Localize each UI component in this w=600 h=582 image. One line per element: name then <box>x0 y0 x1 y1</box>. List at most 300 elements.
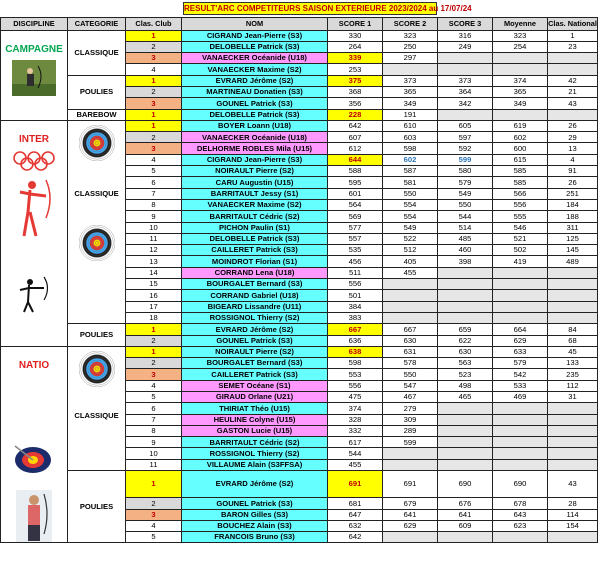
national-rank <box>548 109 598 120</box>
score-2: 603 <box>383 132 438 143</box>
score-2: 581 <box>383 177 438 188</box>
score-3: 599 <box>438 154 493 165</box>
score-2: 549 <box>383 222 438 233</box>
national-rank <box>548 312 598 323</box>
score-1: 642 <box>328 532 383 543</box>
score-2: 309 <box>383 414 438 425</box>
score-2: 554 <box>383 211 438 222</box>
average: 678 <box>493 498 548 509</box>
score-3 <box>438 414 493 425</box>
club-rank: 4 <box>126 380 182 391</box>
score-1: 644 <box>328 154 383 165</box>
national-rank <box>548 279 598 290</box>
average: 600 <box>493 143 548 154</box>
national-rank: 184 <box>548 199 598 210</box>
club-rank: 3 <box>126 143 182 154</box>
club-rank: 4 <box>126 64 182 75</box>
category-classique <box>68 346 126 470</box>
score-1: 636 <box>328 335 383 346</box>
club-rank: 1 <box>126 109 182 120</box>
archer-name: VANAECKER Océanide (U18) <box>182 53 328 64</box>
national-rank <box>548 267 598 278</box>
archer-drawing-icon <box>14 274 54 314</box>
score-3: 550 <box>438 199 493 210</box>
header-clas-club: Clas. Club <box>126 18 182 31</box>
average: 629 <box>493 335 548 346</box>
club-rank: 8 <box>126 425 182 436</box>
discipline-label: CAMPAGNE <box>5 43 63 55</box>
average <box>493 403 548 414</box>
national-rank: 4 <box>548 154 598 165</box>
score-1: 253 <box>328 64 383 75</box>
score-1: 556 <box>328 279 383 290</box>
score-2: 250 <box>383 41 438 52</box>
archer-name: BOURGALET Bernard (S3) <box>182 279 328 290</box>
score-1: 595 <box>328 177 383 188</box>
club-rank: 13 <box>126 256 182 267</box>
national-rank: 26 <box>548 177 598 188</box>
header-score2: SCORE 2 <box>383 18 438 31</box>
score-1: 564 <box>328 199 383 210</box>
club-rank: 3 <box>126 98 182 109</box>
discipline-label: INTER <box>19 133 49 145</box>
archer-name: NOIRAULT Pierre (S2) <box>182 166 328 177</box>
national-rank: 26 <box>548 120 598 131</box>
score-2: 578 <box>383 358 438 369</box>
average: 619 <box>493 120 548 131</box>
archer-name: CAILLERET Patrick (S3) <box>182 245 328 256</box>
archer-name: BIGEARD Lissandre (U11) <box>182 301 328 312</box>
score-1: 691 <box>328 471 383 498</box>
national-rank: 21 <box>548 86 598 97</box>
club-rank: 18 <box>126 312 182 323</box>
club-rank: 5 <box>126 392 182 403</box>
score-1: 632 <box>328 520 383 531</box>
national-rank: 1 <box>548 30 598 41</box>
score-2: 455 <box>383 267 438 278</box>
national-rank: 125 <box>548 233 598 244</box>
score-1: 330 <box>328 30 383 41</box>
average <box>493 448 548 459</box>
category-barebow: BAREBOW <box>68 109 126 120</box>
archer-name: GOUNEL Patrick (S3) <box>182 335 328 346</box>
score-3 <box>438 459 493 470</box>
score-3 <box>438 312 493 323</box>
score-2: 373 <box>383 75 438 86</box>
national-rank <box>548 459 598 470</box>
average: 585 <box>493 177 548 188</box>
archer-name: BARRITAULT Jessy (S1) <box>182 188 328 199</box>
score-2: 550 <box>383 369 438 380</box>
club-rank: 1 <box>126 75 182 86</box>
score-2: 522 <box>383 233 438 244</box>
score-3: 523 <box>438 369 493 380</box>
score-3 <box>438 290 493 301</box>
average: 690 <box>493 471 548 498</box>
score-1: 535 <box>328 245 383 256</box>
average: 615 <box>493 154 548 165</box>
archer-name: CIGRAND Jean-Pierre (S3) <box>182 154 328 165</box>
score-2: 550 <box>383 188 438 199</box>
average: 419 <box>493 256 548 267</box>
score-1: 607 <box>328 132 383 143</box>
national-rank: 31 <box>548 392 598 403</box>
score-3 <box>438 425 493 436</box>
national-rank: 489 <box>548 256 598 267</box>
club-rank: 3 <box>126 369 182 380</box>
national-rank <box>548 425 598 436</box>
score-3: 373 <box>438 75 493 86</box>
archer-name: VANAECKER Océanide (U18) <box>182 132 328 143</box>
national-rank <box>548 532 598 543</box>
score-1: 556 <box>328 380 383 391</box>
score-1: 328 <box>328 414 383 425</box>
club-rank: 4 <box>126 520 182 531</box>
club-rank: 2 <box>126 358 182 369</box>
discipline-inter <box>1 120 68 346</box>
national-rank <box>548 64 598 75</box>
archer-name: GIRAUD Orlane (U21) <box>182 392 328 403</box>
national-rank: 188 <box>548 211 598 222</box>
score-2 <box>383 459 438 470</box>
national-rank: 84 <box>548 324 598 335</box>
score-1: 264 <box>328 41 383 52</box>
archer-silhouette-icon <box>14 178 54 240</box>
results-table <box>0 17 598 543</box>
national-rank <box>548 403 598 414</box>
archer-name: HEULINE Colyne (U15) <box>182 414 328 425</box>
category-classique <box>68 120 126 323</box>
score-3: 676 <box>438 498 493 509</box>
score-1: 577 <box>328 222 383 233</box>
club-rank: 9 <box>126 211 182 222</box>
national-rank <box>548 53 598 64</box>
score-3 <box>438 279 493 290</box>
category-classique: CLASSIQUE <box>68 30 126 75</box>
club-rank: 1 <box>126 30 182 41</box>
target-icon <box>79 225 115 261</box>
club-rank: 6 <box>126 177 182 188</box>
score-1: 374 <box>328 403 383 414</box>
score-3 <box>438 64 493 75</box>
score-3 <box>438 403 493 414</box>
score-3 <box>438 267 493 278</box>
club-rank: 2 <box>126 498 182 509</box>
club-rank: 2 <box>126 41 182 52</box>
average <box>493 459 548 470</box>
score-1: 588 <box>328 166 383 177</box>
table-row <box>1 346 598 357</box>
score-1: 368 <box>328 86 383 97</box>
average: 623 <box>493 520 548 531</box>
archer-name: MOINDROT Florian (S1) <box>182 256 328 267</box>
header-nom: NOM <box>182 18 328 31</box>
average <box>493 53 548 64</box>
national-rank: 23 <box>548 41 598 52</box>
national-rank: 154 <box>548 520 598 531</box>
average: 556 <box>493 199 548 210</box>
score-1: 332 <box>328 425 383 436</box>
score-1: 601 <box>328 188 383 199</box>
score-1: 511 <box>328 267 383 278</box>
header-categorie: CATEGORIE <box>68 18 126 31</box>
archer-name: MARTINEAU Donatien (S3) <box>182 86 328 97</box>
score-2: 630 <box>383 335 438 346</box>
score-2: 191 <box>383 109 438 120</box>
target-icon <box>79 351 115 387</box>
discipline-campagne <box>1 30 68 120</box>
score-3: 514 <box>438 222 493 233</box>
average <box>493 109 548 120</box>
header-clas-national: Clas. National <box>548 18 598 31</box>
score-2: 547 <box>383 380 438 391</box>
score-3: 592 <box>438 143 493 154</box>
score-1: 638 <box>328 346 383 357</box>
average <box>493 279 548 290</box>
average: 374 <box>493 75 548 86</box>
score-1: 339 <box>328 53 383 64</box>
score-3 <box>438 301 493 312</box>
score-1: 375 <box>328 75 383 86</box>
score-2: 679 <box>383 498 438 509</box>
score-3: 563 <box>438 358 493 369</box>
national-rank: 133 <box>548 358 598 369</box>
club-rank: 8 <box>126 199 182 210</box>
score-2: 467 <box>383 392 438 403</box>
discipline-natio <box>1 346 68 543</box>
score-2: 599 <box>383 437 438 448</box>
club-rank: 14 <box>126 267 182 278</box>
score-2 <box>383 301 438 312</box>
archer-name: GASTON Lucie (U15) <box>182 425 328 436</box>
score-1: 383 <box>328 312 383 323</box>
archer-name: BOURGALET Bernard (S3) <box>182 358 328 369</box>
table-row <box>1 75 598 86</box>
archer-name: BOYER Loann (U18) <box>182 120 328 131</box>
club-rank: 15 <box>126 279 182 290</box>
archer-name: SEMET Océane (S1) <box>182 380 328 391</box>
score-2: 667 <box>383 324 438 335</box>
archer-name: FRANCOIS Bruno (S3) <box>182 532 328 543</box>
score-1: 642 <box>328 120 383 131</box>
national-rank <box>548 437 598 448</box>
average: 579 <box>493 358 548 369</box>
national-rank: 13 <box>548 143 598 154</box>
archer-name: GOUNEL Patrick (S3) <box>182 98 328 109</box>
score-3: 249 <box>438 41 493 52</box>
field-archer-photo <box>12 60 56 96</box>
average: 254 <box>493 41 548 52</box>
national-rank: 29 <box>548 132 598 143</box>
score-2: 602 <box>383 154 438 165</box>
club-rank: 1 <box>126 471 182 498</box>
national-rank <box>548 301 598 312</box>
national-rank <box>548 448 598 459</box>
average: 643 <box>493 509 548 520</box>
table-row <box>1 471 598 498</box>
score-3: 465 <box>438 392 493 403</box>
header-row <box>1 18 598 31</box>
score-1: 647 <box>328 509 383 520</box>
score-3: 549 <box>438 188 493 199</box>
score-1: 569 <box>328 211 383 222</box>
club-rank: 3 <box>126 509 182 520</box>
club-rank: 6 <box>126 403 182 414</box>
table-row <box>1 120 598 131</box>
national-rank: 251 <box>548 188 598 199</box>
score-3 <box>438 448 493 459</box>
national-rank: 28 <box>548 498 598 509</box>
archer-name: BARON Gilles (S3) <box>182 509 328 520</box>
score-3: 398 <box>438 256 493 267</box>
score-1: 544 <box>328 448 383 459</box>
club-rank: 11 <box>126 233 182 244</box>
score-3: 605 <box>438 120 493 131</box>
score-3 <box>438 532 493 543</box>
average <box>493 267 548 278</box>
average <box>493 64 548 75</box>
national-rank: 43 <box>548 471 598 498</box>
header-discipline: DISCIPLINE <box>1 18 68 31</box>
archer-name: DELHORME ROBLES Mila (U15) <box>182 143 328 154</box>
table-row <box>1 324 598 335</box>
score-2: 297 <box>383 53 438 64</box>
score-1: 501 <box>328 290 383 301</box>
table-row <box>1 109 598 120</box>
header-score1: SCORE 1 <box>328 18 383 31</box>
score-2: 691 <box>383 471 438 498</box>
score-1: 356 <box>328 98 383 109</box>
score-3 <box>438 109 493 120</box>
archer-name: CORRAND Gabriel (U18) <box>182 290 328 301</box>
archer-name: EVRARD Jérôme (S2) <box>182 471 328 498</box>
archer-name: BARRITAULT Cédric (S2) <box>182 437 328 448</box>
national-rank: 114 <box>548 509 598 520</box>
club-rank: 1 <box>126 120 182 131</box>
archer-name: ROSSIGNOL Thierry (S2) <box>182 312 328 323</box>
club-rank: 12 <box>126 245 182 256</box>
score-2: 610 <box>383 120 438 131</box>
national-rank <box>548 414 598 425</box>
average: 555 <box>493 211 548 222</box>
score-2: 641 <box>383 509 438 520</box>
archer-name: VANAECKER Maxime (S2) <box>182 199 328 210</box>
score-3: 659 <box>438 324 493 335</box>
archer-name: VILLAUME Alain (S3FFSA) <box>182 459 328 470</box>
average <box>493 532 548 543</box>
national-rank: 43 <box>548 98 598 109</box>
score-3: 622 <box>438 335 493 346</box>
average: 585 <box>493 166 548 177</box>
olympic-rings-icon <box>11 150 57 172</box>
archer-name: BOUCHEZ Alain (S3) <box>182 520 328 531</box>
score-3: 485 <box>438 233 493 244</box>
club-rank: 1 <box>126 324 182 335</box>
archer-name: VANAECKER Maxime (S2) <box>182 64 328 75</box>
score-3: 498 <box>438 380 493 391</box>
club-rank: 7 <box>126 188 182 199</box>
archer-name: PICHON Paulin (S1) <box>182 222 328 233</box>
national-rank: 235 <box>548 369 598 380</box>
score-2: 405 <box>383 256 438 267</box>
header-score3: SCORE 3 <box>438 18 493 31</box>
header-moyenne: Moyenne <box>493 18 548 31</box>
score-1: 612 <box>328 143 383 154</box>
club-rank: 2 <box>126 132 182 143</box>
score-1: 681 <box>328 498 383 509</box>
score-3: 460 <box>438 245 493 256</box>
score-1: 617 <box>328 437 383 448</box>
national-rank: 91 <box>548 166 598 177</box>
score-2 <box>383 448 438 459</box>
female-archer-photo <box>16 490 52 542</box>
average: 533 <box>493 380 548 391</box>
target-icon <box>79 125 115 161</box>
club-rank: 1 <box>126 346 182 357</box>
archer-name: DELOBELLE Patrick (S3) <box>182 109 328 120</box>
score-2 <box>383 312 438 323</box>
score-2: 365 <box>383 86 438 97</box>
average: 602 <box>493 132 548 143</box>
archer-name: CAILLERET Patrick (S3) <box>182 369 328 380</box>
score-3: 641 <box>438 509 493 520</box>
national-rank <box>548 290 598 301</box>
score-2: 323 <box>383 30 438 41</box>
club-rank: 7 <box>126 414 182 425</box>
score-1: 455 <box>328 459 383 470</box>
archer-name: THIRIAT Théo (U15) <box>182 403 328 414</box>
archer-name: GOUNEL Patrick (S3) <box>182 498 328 509</box>
club-rank: 4 <box>126 154 182 165</box>
archer-name: CORRAND Lena (U18) <box>182 267 328 278</box>
average: 566 <box>493 188 548 199</box>
archer-name: EVRARD Jérôme (S2) <box>182 324 328 335</box>
category-poulies: POULIES <box>68 75 126 109</box>
average <box>493 312 548 323</box>
discipline-label: NATIO <box>18 359 50 371</box>
national-rank: 42 <box>548 75 598 86</box>
average <box>493 301 548 312</box>
score-2 <box>383 279 438 290</box>
score-3: 342 <box>438 98 493 109</box>
archer-name: EVRARD Jérôme (S2) <box>182 75 328 86</box>
archer-name: DELOBELLE Patrick (S3) <box>182 41 328 52</box>
average: 542 <box>493 369 548 380</box>
score-3 <box>438 53 493 64</box>
score-1: 384 <box>328 301 383 312</box>
arrow-target-icon <box>11 442 57 476</box>
club-rank: 9 <box>126 437 182 448</box>
score-3 <box>438 437 493 448</box>
score-3: 364 <box>438 86 493 97</box>
national-rank: 311 <box>548 222 598 233</box>
score-2: 587 <box>383 166 438 177</box>
average: 469 <box>493 392 548 403</box>
category-label: CLASSIQUE <box>74 411 119 421</box>
average <box>493 437 548 448</box>
archer-name: DELOBELLE Patrick (S3) <box>182 233 328 244</box>
score-2: 598 <box>383 143 438 154</box>
score-1: 456 <box>328 256 383 267</box>
score-3: 609 <box>438 520 493 531</box>
national-rank: 68 <box>548 335 598 346</box>
score-1: 475 <box>328 392 383 403</box>
archer-name: CARU Augustin (U15) <box>182 177 328 188</box>
score-2: 289 <box>383 425 438 436</box>
score-1: 557 <box>328 233 383 244</box>
club-rank: 5 <box>126 166 182 177</box>
sheet-title: RESULT'ARC COMPETITEURS SAISON EXTERIEURE 2023/2024 au 17/07/24 <box>184 4 472 13</box>
